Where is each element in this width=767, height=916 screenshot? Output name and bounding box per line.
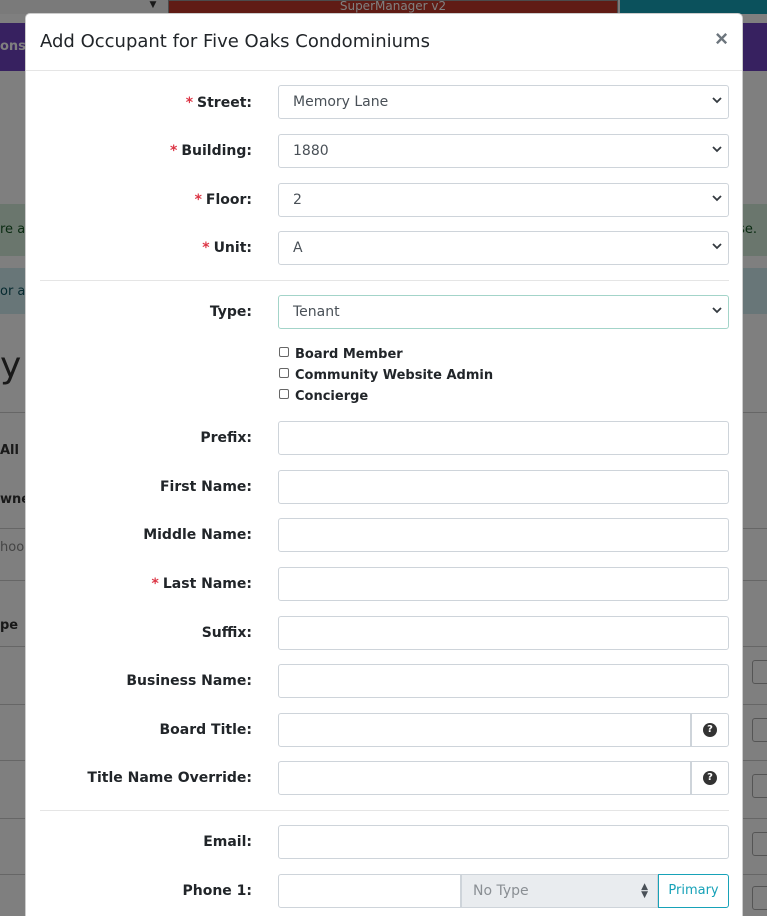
- floor-label: [195, 192, 252, 208]
- section-divider: [40, 810, 729, 811]
- label-text: Building:: [181, 143, 252, 159]
- label-text: Floor:: [205, 192, 252, 208]
- building-label: [170, 143, 252, 159]
- street-select[interactable]: [278, 85, 729, 119]
- checkbox-box[interactable]: [279, 347, 289, 357]
- required-marker: *: [194, 192, 202, 208]
- business-name-label: Business Name:: [126, 673, 252, 689]
- checkbox-box[interactable]: [279, 368, 289, 378]
- label-text: Street:: [197, 95, 252, 111]
- modal-title: Add Occupant for Five Oaks Condominiums: [40, 31, 430, 52]
- title-name-override-help-button[interactable]: [691, 761, 729, 795]
- section-divider: [40, 280, 729, 281]
- title-name-override-input[interactable]: [278, 761, 691, 795]
- suffix-label: Suffix:: [201, 625, 252, 641]
- checkbox-label: Board Member: [295, 347, 403, 362]
- phone-1-primary-button[interactable]: Primary: [658, 874, 729, 908]
- selected-value: Tenant: [293, 304, 340, 320]
- first-name-label: First Name:: [159, 479, 252, 495]
- email-input[interactable]: [278, 825, 729, 859]
- unit-label: [202, 240, 252, 256]
- chevron-down-icon: [712, 95, 722, 105]
- required-marker: *: [185, 95, 194, 111]
- question-circle-icon: ?: [703, 723, 717, 737]
- chevron-down-icon: [712, 241, 722, 251]
- last-name-label: [152, 576, 252, 592]
- board-title-help-button[interactable]: [691, 713, 729, 747]
- phone-1-label: Phone 1:: [182, 883, 252, 899]
- board-title-label: Board Title:: [159, 722, 252, 738]
- checkbox-box[interactable]: [279, 389, 289, 399]
- board-title-input[interactable]: [278, 713, 691, 747]
- first-name-input[interactable]: [278, 470, 729, 504]
- email-label: Email:: [203, 834, 252, 850]
- last-name-input[interactable]: [278, 567, 729, 601]
- community-website-admin-checkbox[interactable]: [279, 368, 493, 383]
- checkbox-label: Community Website Admin: [295, 368, 494, 383]
- selected-value: No Type: [473, 883, 529, 899]
- selected-value: 1880: [293, 143, 329, 159]
- checkbox-label: Concierge: [295, 389, 369, 404]
- board-member-checkbox[interactable]: [279, 347, 403, 362]
- type-select[interactable]: [278, 295, 729, 329]
- close-button[interactable]: ×: [715, 26, 728, 51]
- selected-value: 2: [293, 192, 302, 208]
- unit-select[interactable]: [278, 231, 729, 265]
- prefix-label: Prefix:: [200, 430, 252, 446]
- label-text: Last Name:: [162, 576, 252, 592]
- type-label: Type:: [209, 304, 252, 320]
- modal-header: [26, 14, 742, 71]
- chevron-down-icon: [712, 144, 722, 154]
- business-name-input[interactable]: [278, 664, 729, 698]
- required-marker: *: [170, 143, 178, 159]
- chevron-down-icon: [712, 305, 722, 315]
- question-circle-icon: ?: [703, 771, 717, 785]
- title-name-override-label: Title Name Override:: [87, 770, 252, 786]
- middle-name-input[interactable]: [278, 518, 729, 552]
- phone-1-type-select[interactable]: [461, 874, 658, 908]
- required-marker: *: [151, 576, 159, 592]
- middle-name-label: Middle Name:: [143, 527, 252, 543]
- add-occupant-modal: [25, 13, 743, 916]
- label-text: Unit:: [213, 240, 252, 256]
- selected-value: A: [293, 240, 303, 256]
- building-select[interactable]: [278, 134, 729, 168]
- phone-1-input[interactable]: [278, 874, 461, 908]
- concierge-checkbox[interactable]: [279, 389, 368, 404]
- chevron-down-icon: [712, 193, 722, 203]
- sort-arrows-icon: ▲ ▼: [641, 882, 648, 900]
- selected-value: Memory Lane: [293, 94, 389, 110]
- prefix-input[interactable]: [278, 421, 729, 455]
- required-marker: *: [202, 240, 210, 256]
- street-label: [186, 95, 252, 111]
- suffix-input[interactable]: [278, 616, 729, 650]
- floor-select[interactable]: [278, 183, 729, 217]
